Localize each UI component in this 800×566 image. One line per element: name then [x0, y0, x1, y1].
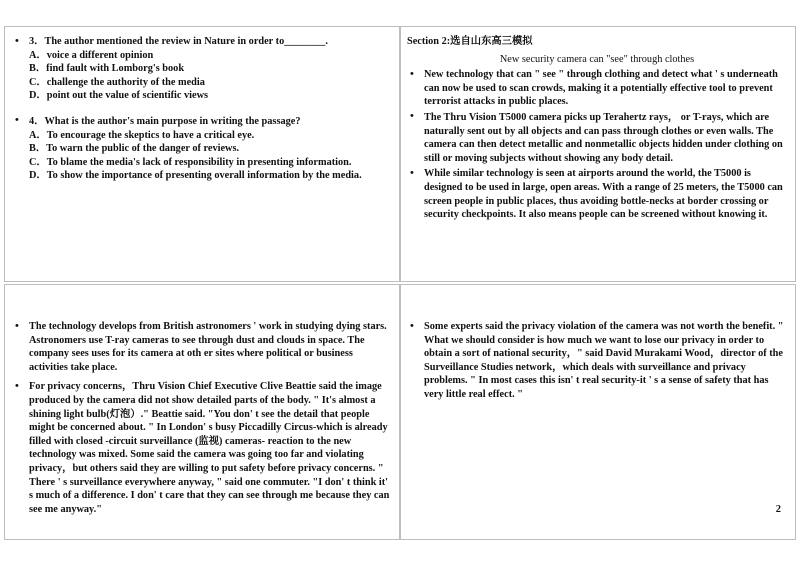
question-4-stem: • 4．What is the author's main purpose in writing the passage?	[12, 115, 395, 129]
article-title: New security camera can "see" through clothes	[499, 53, 695, 65]
slide-3-bullet-2: • For privacy concerns，Thru Vision Chief Executive Clive Beattie said the image produced by the camera did not show detailed parts of the body. " It's almost a shining light bulb(灯泡）." Beattie said. "You don' t see the detail that people might be concerned about. " In London' s busy Piccadilly Circus-which is already filled with closed -circuit surveillance (监视) cameras- reaction to the new technology was mixed. Some said the camera was going too far and violating privacy，but others said they are willing to put safety before privacy concerns. " There ' s surveillance everywhere anyway, " said one commuter. "I don' t think it' s much of a difference. I don' t care that they can see through me because they can see me anyway."	[12, 380, 391, 516]
slide-2	[400, 26, 796, 282]
question-3-option-b: B．find fault with Lomborg's book	[29, 63, 185, 75]
page-number: 2	[775, 504, 781, 515]
question-3-stem: • 3．The author mentioned the review in Nature in order to________.	[12, 35, 395, 49]
slide-4-content	[407, 320, 785, 402]
slide-3-bullet-1: • The technology develops from British astronomers ' work in studying dying stars. Astronomers use T-ray cameras to see through dust and clouds in space. The company sees uses for its camera at oth er sites where political or business activities take place.	[12, 320, 391, 374]
slide-2-bullet-3: • While similar technology is seen at airports around the world, the T5000 is designed to be used in large, open areas. With a range of 25 meters, the T5000 can screen people in public places, thus avoiding bottle-necks at border crossing or security checkpoints. It also means people can be screened without knowing it.	[407, 167, 787, 221]
question-3-option-a: A．voice a different opinion	[29, 49, 154, 61]
question-4-option-b: B．To warn the public of the danger of reviews.	[29, 143, 240, 155]
slide-3	[4, 284, 400, 540]
slide-2-content	[407, 35, 787, 224]
slide-4	[400, 284, 796, 540]
slide-2-bullet-1: • New technology that can " see " through clothing and detect what ' s underneath can now be used to scan crowds, making it a potentially effective tool to prevent terrorist attacks in public places.	[407, 68, 787, 109]
question-3-option-c: C．challenge the authority of the media	[29, 76, 205, 88]
question-4-option-d: D．To show the importance of presenting overall information by the media.	[29, 170, 362, 182]
question-4-option-c: C．To blame the media's lack of responsibility in presenting information.	[29, 156, 352, 168]
slide-4-bullet-1: • Some experts said the privacy violation of the camera was not worth the benefit. " What we should consider is how much we want to lose our privacy in order to obtain a sort of national security，" said David Murakami Wood，director of the Surveillance Studies network，which deals with surveillance and privacy problems. " In most cases this isn' t real security-it ' s a sense of safety that has very little real effect. "	[407, 320, 785, 402]
question-3-option-d: D．point out the value of scientific views	[29, 90, 209, 102]
slide-1-content	[12, 35, 395, 183]
section-heading: Section 2:选自山东高三模拟	[407, 36, 533, 47]
slide-2-bullet-2: • The Thru Vision T5000 camera picks up Terahertz rays， or T-rays, which are naturally sent out by all objects and can pass through clothes or even walls. The camera can then detect metallic and nonmetallic objects hidden under clothing on still or moving subjects without showing any body detail.	[407, 111, 787, 165]
slide-1	[4, 26, 400, 282]
question-4-option-a: A．To encourage the skeptics to have a critical eye.	[29, 129, 255, 141]
slide-3-content	[12, 320, 391, 522]
